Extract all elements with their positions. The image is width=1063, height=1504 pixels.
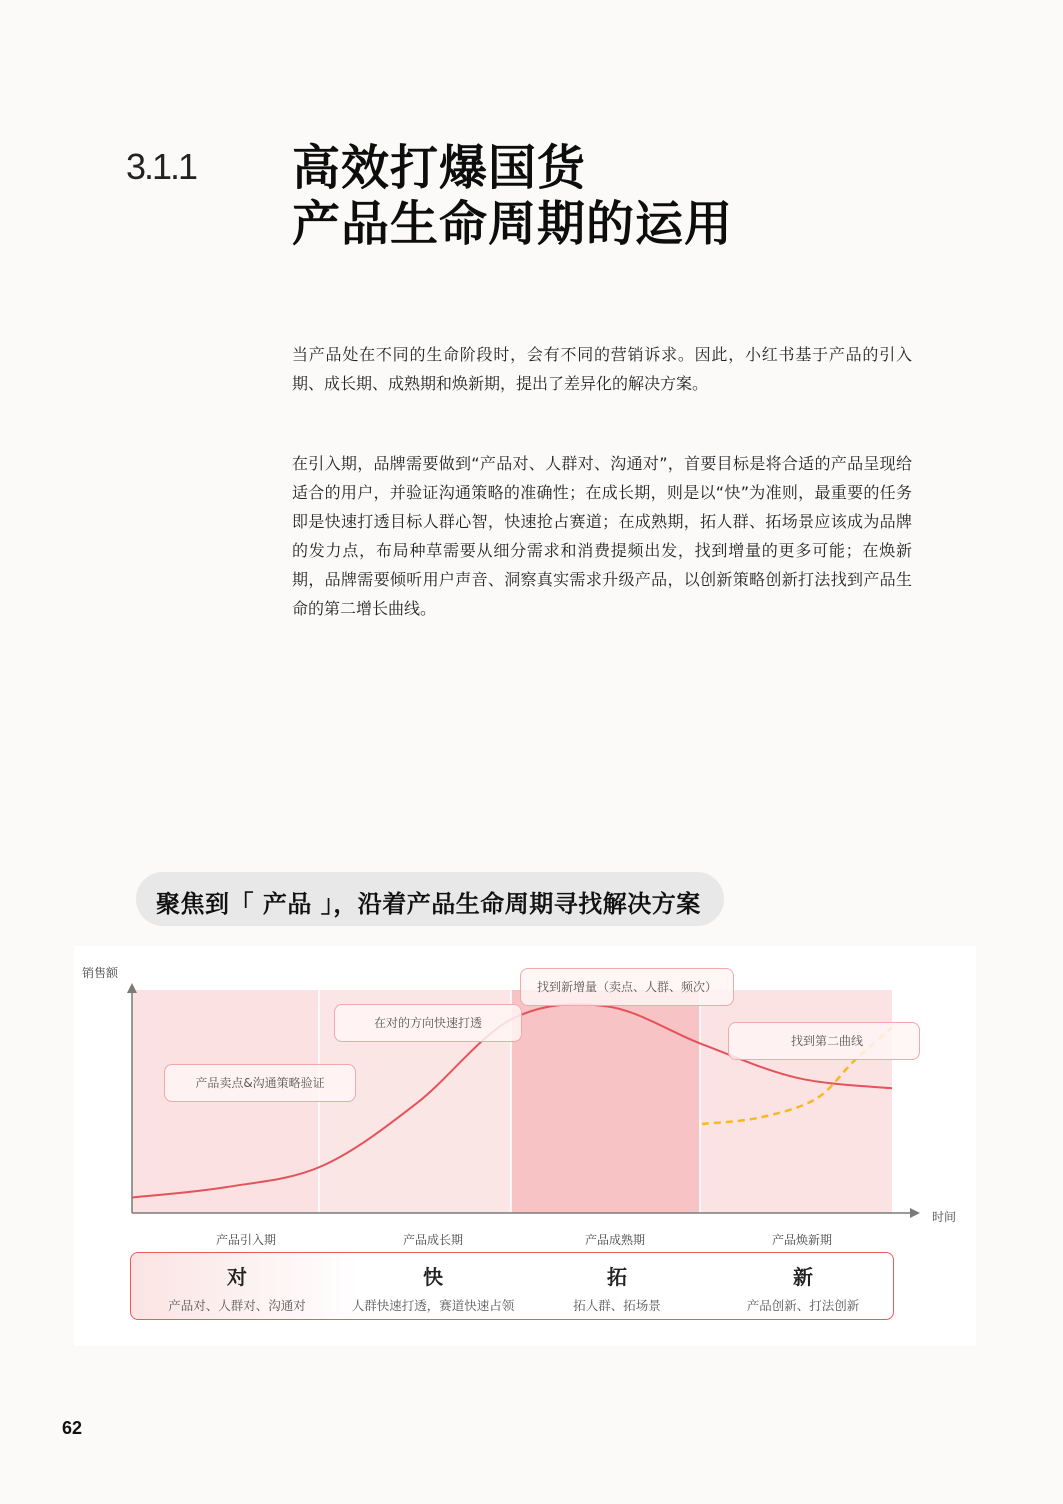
x-axis-arrow <box>910 1208 920 1218</box>
phase-desc: 拓人群、拓场景 <box>573 1298 661 1313</box>
y-axis-label: 销售额 <box>82 966 119 980</box>
phase-key: 新 <box>793 1265 813 1289</box>
title-line-1: 高效打爆国货 <box>292 140 587 196</box>
page-title <box>292 140 733 252</box>
annotation-intro: 产品卖点&沟通策略验证 <box>164 1064 356 1102</box>
phase-key: 快 <box>423 1265 443 1289</box>
phase-desc: 人群快速打透，赛道快速占领 <box>351 1298 515 1313</box>
annotation-renew-text: 找到第二曲线 <box>790 1034 863 1048</box>
band-mature <box>511 990 700 1213</box>
x-axis-label: 时间 <box>932 1210 957 1224</box>
phase-axis-label: 产品成熟期 <box>584 1233 646 1247</box>
phase-axis-label: 产品焕新期 <box>771 1233 833 1247</box>
annotation-growth: 在对的方向快速打透 <box>334 1004 522 1042</box>
phase-renew <box>708 1253 898 1314</box>
phase-axis-label: 产品成长期 <box>402 1233 464 1247</box>
annotation-mature: 找到新增量（卖点、人群、频次） <box>520 968 734 1006</box>
phase-key: 对 <box>227 1265 247 1289</box>
phase-key: 拓 <box>607 1265 627 1289</box>
page-number: 62 <box>62 1418 83 1438</box>
phase-summary-row <box>130 1252 894 1320</box>
title-line-2: 产品生命周期的运用 <box>292 196 734 252</box>
intro-paragraph: 当产品处在不同的生命阶段时，会有不同的营销诉求。因此，小红书基于产品的引入期、成长期、成熟期和焕新期，提出了差异化的解决方案。 <box>292 345 912 393</box>
phase-growth <box>338 1253 528 1314</box>
phase-mature <box>522 1253 712 1314</box>
phase-axis-label: 产品引入期 <box>215 1233 277 1247</box>
phase-intro <box>142 1253 332 1314</box>
focus-banner: 聚焦到「 产品 」，沿着产品生命周期寻找解决方案 <box>156 890 701 918</box>
section-number: 3.1.1 <box>126 146 197 187</box>
phase-desc: 产品创新、打法创新 <box>746 1298 860 1313</box>
y-axis-arrow <box>127 983 137 993</box>
phase-desc: 产品对、人群对、沟通对 <box>168 1298 306 1313</box>
annotation-renew <box>728 1022 920 1060</box>
body-paragraph: 在引入期，品牌需要做到“产品对、人群对、沟通对”，首要目标是将合适的产品呈现给适合的用户，并验证沟通策略的准确性；在成长期，则是以“快”为准则，最重要的任务即是快速打透目标人群心智，快速抢占赛道；在成熟期，拓人群、拓场景应该成为品牌的发力点，布局种草需要从细分需求和消费提频出发，找到增量的更多可能；在焕新期，品牌需要倾听用户声音、洞察真实需求升级产品，以创新策略创新打法找到产品生命的第二增长曲线。 <box>292 454 912 618</box>
